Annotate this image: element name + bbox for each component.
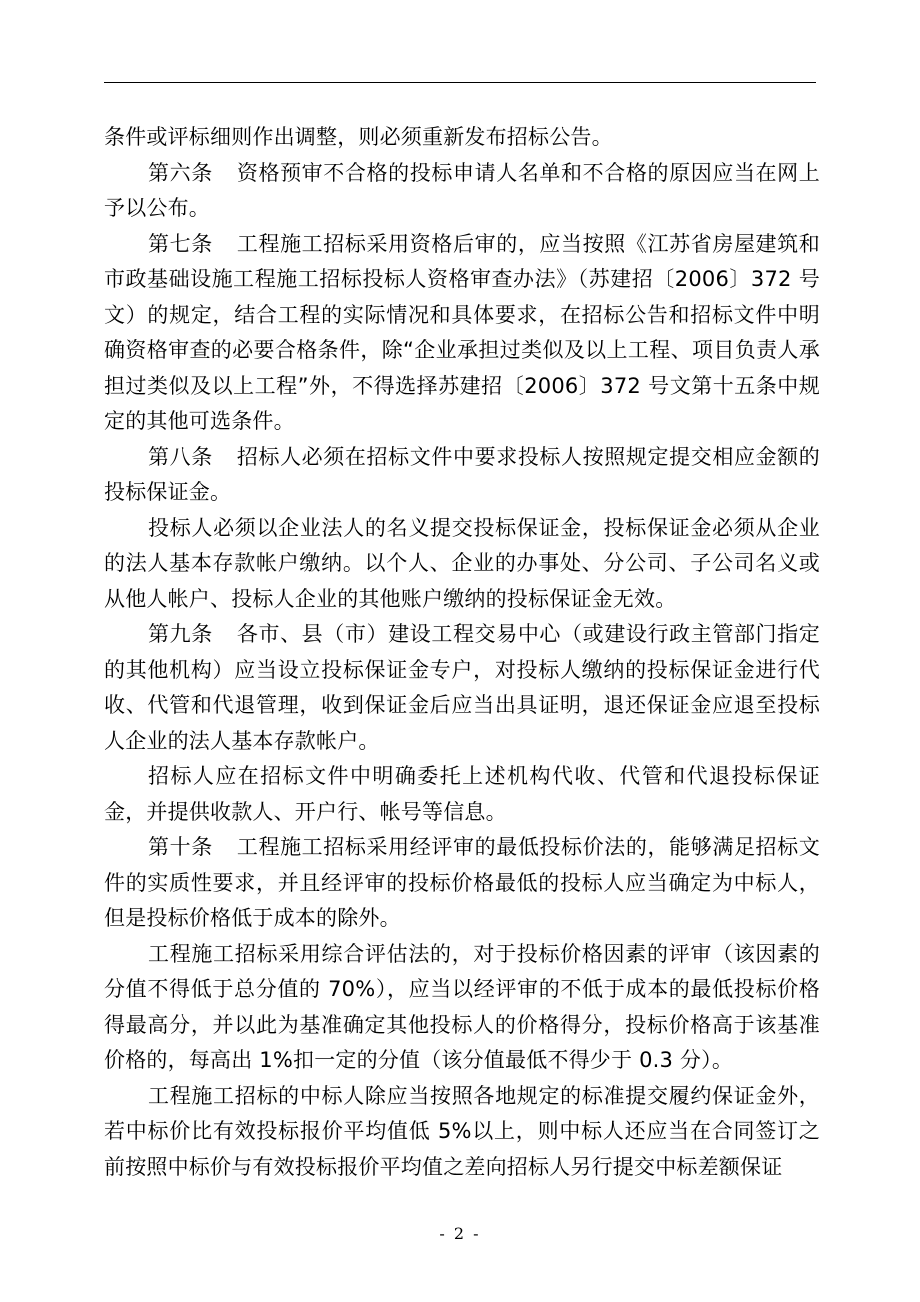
- paragraph-text: 各市、县（市）建设工程交易中心（或建设行政主管部门指定的其他机构）应当设立投标保证金专户，对投标人缴纳的投标保证金进行代收、代管和代退管理，收到保证金后应当出具证明，退还保证金应退至投标人企业的法人基本存款帐户。: [104, 622, 820, 753]
- paragraph-article-6: [104, 156, 820, 227]
- paragraph-text: 资格预审不合格的投标申请人名单和不合格的原因应当在网上予以公布。: [104, 160, 820, 220]
- article-number: 第六条: [148, 160, 213, 185]
- paragraph-article-9: [104, 617, 820, 759]
- paragraph-deposit-source: [104, 511, 820, 618]
- paragraph-text: 工程施工招标采用经评审的最低投标价法的，能够满足招标文件的实质性要求，并且经评审的投标价格最低的投标人应当确定为中标人，但是投标价格低于成本的除外。: [104, 835, 820, 930]
- paragraph-text: 投标人必须以企业法人的名义提交投标保证金，投标保证金必须从企业的法人基本存款帐户缴纳。以个人、企业的办事处、分公司、子公司名义或从他人帐户、投标人企业的其他账户缴纳的投标保证金无效。: [104, 515, 820, 611]
- article-number: 第七条: [148, 231, 213, 256]
- paragraph-text: 招标人必须在招标文件中要求投标人按照规定提交相应金额的投标保证金。: [104, 444, 820, 504]
- paragraph-continuation: [104, 120, 820, 156]
- paragraph-text: 工程施工招标的中标人除应当按照各地规定的标准提交履约保证金外，若中标价比有效投标报价平均值低 5%以上，则中标人还应当在合同签订之前按照中标价与有效投标报价平均值之差向招标人另行提交中标差额保证: [104, 1083, 820, 1179]
- paragraph-entrust-agency: [104, 759, 820, 830]
- paragraph-comprehensive-evaluation: [104, 937, 820, 1079]
- paragraph-text: 招标人应在招标文件中明确委托上述机构代收、代管和代退投标保证金，并提供收款人、开户行、帐号等信息。: [104, 764, 820, 824]
- document-body: [104, 120, 820, 1185]
- paragraph-text: 条件或评标细则作出调整，则必须重新发布招标公告。: [104, 125, 613, 149]
- page-number: - 2 -: [439, 1224, 481, 1243]
- paragraph-article-10: [104, 830, 820, 937]
- article-number: 第十条: [148, 835, 213, 859]
- paragraph-article-7: [104, 227, 820, 440]
- article-number: 第九条: [148, 622, 213, 646]
- paragraph-performance-bond: [104, 1079, 820, 1186]
- paragraph-text: 工程施工招标采用资格后审的，应当按照《江苏省房屋建筑和市政基础设施工程施工招标投标人资格审查办法》（苏建招〔2006〕372 号文）的规定，结合工程的实际情况和具体要求，在招标公告和招标文件中明确资格审查的必要合格条件，除“企业承担过类似及以上工程、项目负责人承担过类似及以上工程”外，不得选择苏建招〔2006〕372 号文第十五条中规定的其他可选条件。: [104, 231, 820, 433]
- header-rule: [104, 82, 816, 83]
- paragraph-text: 工程施工招标采用综合评估法的，对于投标价格因素的评审（该因素的分值不得低于总分值的 70%），应当以经评审的不低于成本的最低投标价格得最高分，并以此为基准确定其他投标人的价格得分，投标价格高于该基准价格的，每高出 1%扣一定的分值（该分值最低不得少于 0.3 分）。: [104, 941, 820, 1072]
- paragraph-article-8: [104, 440, 820, 511]
- article-number: 第八条: [148, 444, 213, 469]
